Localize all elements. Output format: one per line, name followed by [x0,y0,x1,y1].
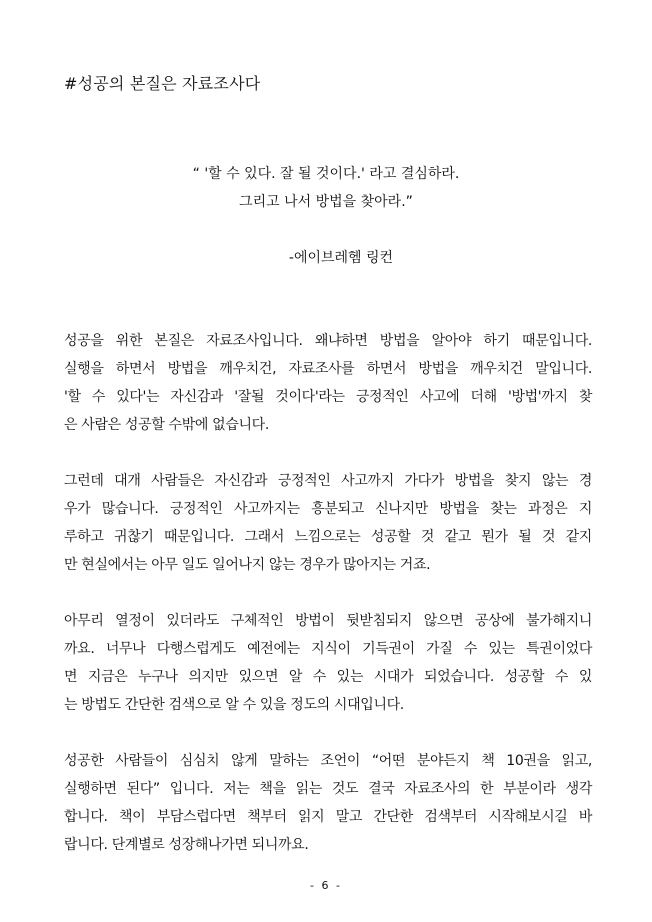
paragraph-2-line-3: 루하고 귀찮기 때문입니다. 그래서 느낌으로는 성공할 것 같고 뭔가 될 것 같지 [64,529,592,545]
paragraph-1-line-3: '할 수 있다'는 자신감과 '잘될 것이다'라는 긍정적인 사고에 더해 '방법'까지 찾 [64,389,592,405]
quote-line-1: “ '할 수 있다. 잘 될 것이다.' 라고 결심하라. [192,166,460,182]
page-number: - 6 - [310,879,342,892]
paragraph-2-line-1: 그런데 대개 사람들은 자신감과 긍정적인 사고까지 가다가 방법을 찾지 않는 경 [64,473,592,489]
paragraph-2-line-2: 우가 많습니다. 긍정적인 사고까지는 흥분되고 신나지만 방법을 찾는 과정은 지 [64,501,592,517]
paragraph-4-line-1: 성공한 사람들이 심심치 않게 말하는 조언이 “어떤 분야든지 책 10권을 읽고, [64,753,592,769]
paragraph-4-line-3: 합니다. 책이 부담스럽다면 책부터 읽지 말고 간단한 검색부터 시작해보시길 바 [64,809,592,825]
paragraph-4-line-4: 랍니다. 단계별로 성장해나가면 되니까요. [64,837,309,853]
paragraph-3-line-2: 까요. 너무나 다행스럽게도 예전에는 지식이 기득권이 가질 수 있는 특권이었다 [64,641,592,657]
quote-author: -에이브레헴 링컨 [288,250,394,266]
paragraph-1-line-2: 실행을 하면서 방법을 깨우치건, 자료조사를 하면서 방법을 깨우치건 말입니다. [64,361,592,377]
paragraph-2-line-4: 만 현실에서는 아무 일도 일어나지 않는 경우가 많아지는 거죠. [64,557,431,573]
paragraph-3-line-1: 아무리 열정이 있더라도 구체적인 방법이 뒷받침되지 않으면 공상에 불가해지니 [64,613,592,629]
paragraph-4-line-2: 실행하면 된다” 입니다. 저는 책을 읽는 것도 결국 자료조사의 한 부분이라 생각 [64,781,592,797]
quote-line-2: 그리고 나서 방법을 찾아라.” [239,194,413,210]
paragraph-1-line-1: 성공을 위한 본질은 자료조사입니다. 왜냐하면 방법을 알아야 하기 때문입니다. [64,333,592,349]
paragraph-3-line-3: 면 지금은 누구나 의지만 있으면 알 수 있는 시대가 되었습니다. 성공할 수 있 [64,669,592,685]
paragraph-3-line-4: 는 방법도 간단한 검색으로 알 수 있을 정도의 시대입니다. [64,697,404,713]
page-heading: #성공의 본질은 자료조사다 [64,74,261,93]
paragraph-1-line-4: 은 사람은 성공할 수밖에 없습니다. [64,417,269,433]
